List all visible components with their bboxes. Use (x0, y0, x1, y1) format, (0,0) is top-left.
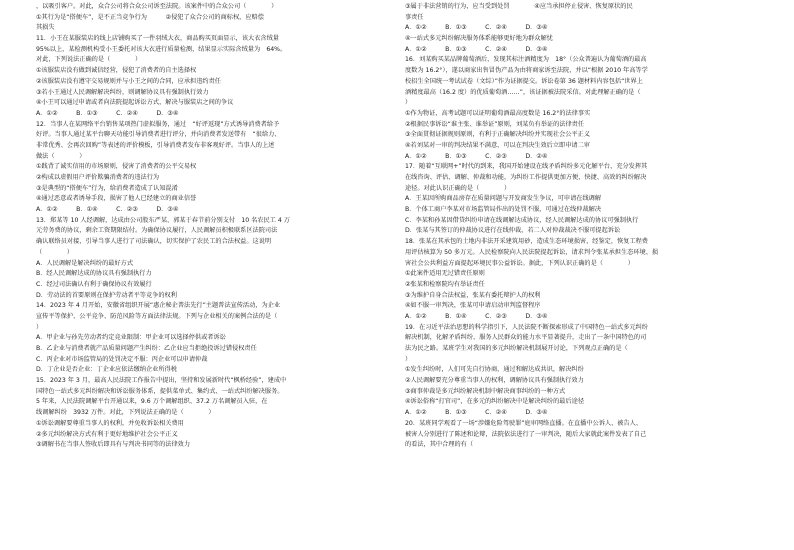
right-text-line: 害社会公共利益方面提起环境民事公益诉讼。据此，下列认识正确的是（ ） (405, 259, 634, 267)
right-column (405, 2, 780, 451)
right-text-line: B．个体工商户李某对市场监管局作出的处罚不服，可通过在线仲裁解决 (405, 206, 602, 214)
left-text-line: 宣传平等保护、公平竞争、防范风险等方面法律法规。下列与企业相关的案例合法的是（ (36, 312, 278, 320)
right-text-line: 用评估核算为 50 多万元。人民检察院向人民法院提起诉讼，请求判令张某承担生态环境、损 (405, 248, 659, 256)
left-text-line: ①践背了诚实信用的市场原则，侵害了消费者的公平交易权 (36, 163, 197, 171)
left-text-line: ，以吸引客户。对此，众合公司将合众公司诉至法院。该案件中的合众公司（ ） (36, 3, 278, 10)
right-text-line: 解决机制，化解矛盾纠纷、服务人民群众的能力水平显著提升，走出了一条中国特色的司 (405, 334, 647, 342)
right-text-line: ③商事仲裁是多元纠纷解决机制中解决商事纠纷的一种方式 (405, 387, 566, 395)
left-text-line: 5 年来，人民法院调解平台开通以来，9.6 万个调解组织、37.2 万名调解员入驻，在 (36, 398, 268, 406)
right-text-line: ④诉讼俗称“打官司”，在多元的纠纷解决中是解决纠纷的最后途径 (405, 398, 585, 406)
left-text-line: 13．郑某等 10 人经调解，达成由公司股东严某、郭某于春节前分别支付 10 名农民工 4 万 (36, 216, 290, 224)
left-text-line: ④通过恶意或者诱导手段，损害了他人已经建立的商业信誉 (36, 195, 197, 203)
left-text-line: B．乙企业与消费者就产品质量问题产生纠纷：乙企业应当拒绝投诉过错侵权责任 (36, 345, 257, 352)
left-text-line: A．甲企业与孙先劳动者约定竞业限制：甲企业可以选择停供或者诉讼 (36, 334, 226, 342)
left-text-line: 12．当事人在某网络平台销售某项热门虚拟服务，通过 “好评返现”方式诱导消费者给予 (36, 120, 280, 128)
right-text-line: A．①② B．①④ C．②③ D．③④ (405, 312, 548, 320)
right-text-line: 途径。对此认识正确的是（ ） (405, 184, 511, 192)
right-text-line: A．①② B．①③ C．②③ D．②④ (405, 152, 548, 160)
right-text-line: ④若刘某对一审的判决结果不满意，可以在判决生效后立即申请二审 (405, 141, 590, 149)
right-text-line: A．①② B．①③ C．②④ D．③④ (405, 45, 548, 53)
left-text-line: 做法（ ） (36, 152, 86, 160)
right-text-line: 被害人分别进行了陈述和论辩，法院依法进行了一审判决，随后大家就此案件发表了自己 (405, 430, 647, 438)
right-text-line: ④如不服一审判决，张某可申请启动审判监督程序 (405, 302, 541, 310)
right-text-line: A．①② B．①③ C．②④ D．③④ (405, 409, 548, 417)
right-text-line: 18．张某在其承包的土地内非法开采建筑用砂，造成生态环境损害，经鉴定，恢复工程费 (405, 238, 648, 246)
right-text-line: C．李某和孙某因借贷纠纷申请在线调解达成协议，经人民调解达成的协议可强制执行 (405, 216, 639, 224)
right-text-line: ①此案件适用无过错责任原则 (405, 270, 485, 278)
left-column (36, 2, 411, 451)
right-text-line: ②人民调解要充分尊重当事人的权利，调解协议具有强制执行效力 (405, 377, 584, 385)
left-text-line: ④小王可以通过申请或者向法院提起诉讼方式，解决与服装店之间的争议 (36, 99, 234, 107)
left-text-line: 国特色一站式多元纠纷解决和诉讼服务体系，提供菜单式、集约式、一站式纠纷解决服务。 (36, 387, 284, 395)
left-text-line: C．丙企业对市场监管局的处罚决定不服：丙企业可以申请仲裁 (36, 355, 208, 363)
left-text-line: ②该服装店没有遵守交易规则并与小王之间的合同，应承担违约责任 (36, 77, 221, 85)
right-text-line: 酒精度最高（16.2 度）的优质葡萄酒……”，该证据被法院采信。对此理解正确的是（ (405, 88, 641, 96)
left-text-line: ③是典型的“搭便车”行为，给消费者造成了认知混淆 (36, 184, 178, 192)
left-text-line: ②多元纠纷解决方式有利于更好地维护社会公平正义 (36, 430, 178, 438)
right-text-line: ①发生纠纷时，人们可先自行协商，通过和解达成共识，解决纠纷 (405, 366, 584, 374)
left-text-line: ①该服装店没有做到诚信经营，侵犯了消费者的自主选择权 (36, 67, 197, 75)
left-text-line: ） (36, 323, 43, 331)
right-text-line: ③为维护自身合法权益，张某有委托辩护人的权利 (405, 291, 541, 299)
left-text-line: 其损失 (36, 24, 55, 32)
left-text-line: 线调解纠纷 3932 万件。对此，下列说法正确的是（ ） (36, 409, 215, 417)
right-text-line: 19．在习近平法治思想的科学指引下，人民法院不断探索形成了中国特色一站式多元纠纷 (405, 323, 648, 331)
left-text-line: ①诉讼调解要尊重当事人的权利，并免收诉讼相关费用 (36, 419, 184, 427)
right-text-line: ③属于非法营销的行为，应当受到处罚 ④应当承担停止侵害、恢复原状的民 (405, 3, 633, 10)
right-text-line: A．①② B．①③ C．②④ D．③④ (405, 24, 548, 32)
right-text-line: 法为民之路。某班学生对我国的多元纠纷解决机制展开讨论，下列观点正确的是（ (405, 345, 628, 352)
left-text-line: 确认联络员对接，引导当事人进行了司法确认，切实保护了农民工的合法权益。这说明 (36, 238, 272, 246)
right-text-line: ①作为物证，高考试题可以证明葡萄酒最高度数是 16.2°的法律事实 (405, 109, 591, 117)
left-text-line: D．劳动法的首要原则在保护劳动者平等竞争的权利 (36, 291, 177, 299)
left-text-line: 95%以上，某检测机构受小王委托对该大衣进行质量检测，结果显示实际含绒量为 64%。 (36, 45, 287, 53)
right-text-line: 16．刘某购买某品牌葡萄酒后，发现其标注酒精度为 18°（公众普遍认为葡萄酒的最高 (405, 56, 647, 64)
left-text-line: C．经过司法确认有利于确保协议有效履行 (36, 280, 152, 288)
right-text-line: 校招生全国统一考试试卷（文综）”作为证据提交。诉讼卷第 36 题材料内容包括“世界上 (405, 77, 643, 85)
right-text-line: ） (405, 99, 412, 107)
right-text-line: 事责任 (405, 13, 424, 21)
left-text-line: B．经人民调解达成的协议具有强制执行力 (36, 270, 152, 278)
left-text-line: 元劳务费的协议，剩余工资期限结付。为确保协议履行，人民调解员积极联系区法院司法 (36, 227, 278, 235)
right-text-line: A．王某因所购商品房存在质量问题与开发商发生争议，可申请在线调解 (405, 195, 602, 203)
left-text-line: 14．2023 年 4 月开始，安徽省组织开展“惠企秘企普法先行”主题普法宣传活动，为企业 (36, 302, 281, 310)
left-text-line: D．丁企业是否企业：丁企业应依法缴纳企业所得税 (36, 366, 177, 374)
left-text-line: ②构成以虚假用户评价欺骗消费者的违法行为 (36, 174, 160, 181)
left-text-line: A．人民调解是解决纠纷的最好方式 (36, 259, 134, 267)
right-text-line: ④一站式多元纠纷解决服务体系能够更好地为群众解忧 (405, 35, 553, 43)
right-text-line: 度数为 16.2°），遂以商家出售冒伪产品为由将商家诉至法院，并以“根据 2010 年高等学 (405, 67, 648, 75)
left-text-line: ①其行为是“搭便车”，是不正当竞争行为 ②侵犯了众合公司的商标权，应赔偿 (36, 13, 264, 21)
left-text-line: A．①② B．①③ C．②④ D．③④ (36, 109, 179, 117)
left-text-line: 好评。当事人通过某平台聊天功能引导消费者进行评分，并向消费者发送带有 “很给力、 (36, 131, 281, 139)
right-text-line: ③全面贯彻证据规则原则，有利于正确解决纠纷并实现社会公平正义 (405, 131, 590, 139)
left-text-line: ③调解书在当事人签收后即具有与判决书同等的法律效力 (36, 441, 191, 449)
right-text-line: 在线咨询、评估、调解、仲裁和功能，为纠纷工作提供更加方便、快捷、高效的纠纷解决 (405, 174, 647, 181)
left-text-line: 非常优秀、会再次回购”等表述的评价模板，引导消费者发布非客观好评。当事人的上述 (36, 141, 275, 149)
left-text-line: 对此，下列说法正确的是（ ） (36, 56, 142, 64)
right-text-line: ） (405, 355, 412, 363)
left-text-line: （ ） (36, 248, 74, 256)
left-text-line: 11．小王在某服装店的线上店铺购买了一件羽绒大衣，商品购买页面显示，该大衣含绒量 (36, 35, 279, 43)
left-text-line: 15．2023 年 3 月，最高人民法院工作报告中提出，坚持和发展新时代“枫桥经验”，建成中 (36, 377, 287, 385)
right-text-line: D．张某与其签订的仲裁协议进行在线仲裁，若二人对仲裁裁决不服可提起诉讼 (405, 227, 621, 235)
right-text-line: 的看法，其中合理的有（ (405, 441, 474, 449)
right-text-line: 20．某班同学观看了一场“涉嫌危险驾驶罪”庭审网络直播。在直播中公诉人、被告人、 (405, 419, 643, 427)
left-text-line: A．①② B．①④ C．②③ D．③④ (36, 206, 179, 214)
left-text-line: ③若小王通过人民调解解决纠纷，则调解协议具有强制执行效力 (36, 88, 209, 96)
right-text-line: ②根据民事诉讼“谁主张、谁举证”原则，刘某负有举证的法律责任 (405, 120, 585, 128)
right-text-line: ②张某和检察院均有举证责任 (405, 280, 485, 288)
right-text-line: 17．随着“互联网+”时代的到来，我国开始建设在线矛盾纠纷多元化解平台，充分发挥其 (405, 163, 648, 171)
